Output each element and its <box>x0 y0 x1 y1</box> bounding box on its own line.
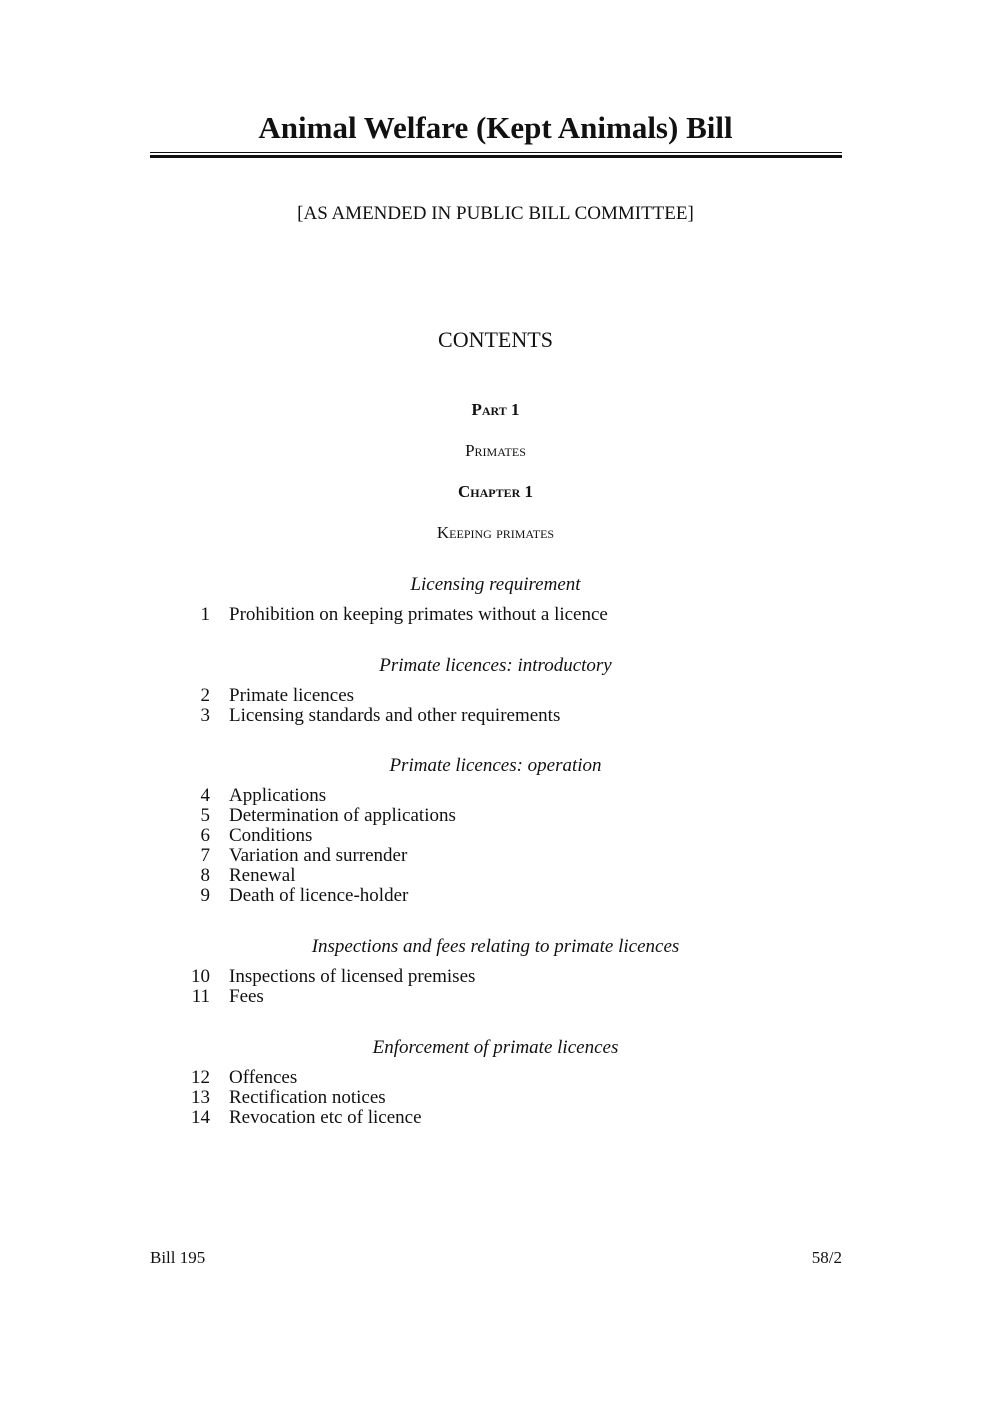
contents-item[interactable] <box>0 866 991 886</box>
title-rule-thick <box>150 155 842 158</box>
clause-title: Conditions <box>229 825 313 846</box>
contents-group <box>0 756 991 906</box>
clause-title: Rectification notices <box>229 1087 386 1108</box>
clause-title: Fees <box>229 986 264 1007</box>
group-heading: Primate licences: operation <box>389 755 602 776</box>
chapter-heading: Chapter 1 <box>457 482 534 501</box>
clause-title: Prohibition on keeping primates without a licence <box>229 604 608 625</box>
clause-title: Licensing standards and other requirements <box>229 705 561 726</box>
footer-bill-number: Bill 195 <box>150 1248 206 1267</box>
contents-item[interactable] <box>0 826 991 846</box>
clause-number: 12 <box>191 1067 210 1088</box>
clause-title: Revocation etc of licence <box>229 1107 422 1128</box>
footer-print-number: 58/2 <box>811 1248 842 1267</box>
contents-item[interactable] <box>0 1108 991 1128</box>
clause-title: Variation and surrender <box>229 845 408 866</box>
contents-item[interactable] <box>0 806 991 826</box>
clause-title: Renewal <box>229 865 296 886</box>
clause-title: Death of licence-holder <box>229 885 409 906</box>
clause-title: Determination of applications <box>229 805 456 826</box>
clause-number: 14 <box>191 1107 210 1128</box>
contents-group <box>0 656 991 726</box>
clause-number: 4 <box>200 785 210 806</box>
contents-item[interactable] <box>0 786 991 806</box>
part-heading: Part 1 <box>471 400 520 419</box>
group-heading: Inspections and fees relating to primate licences <box>311 936 680 957</box>
contents-item[interactable] <box>0 886 991 906</box>
chapter-name: Keeping primates <box>436 523 555 542</box>
title-rule-thin <box>150 152 842 153</box>
clause-number: 8 <box>200 865 210 886</box>
contents-item[interactable] <box>0 846 991 866</box>
clause-number: 9 <box>200 885 210 906</box>
clause-number: 11 <box>191 986 210 1007</box>
clause-number: 10 <box>191 966 210 987</box>
clause-number: 13 <box>191 1087 210 1108</box>
clause-number: 2 <box>200 685 210 706</box>
group-heading: Licensing requirement <box>410 574 581 595</box>
contents-item[interactable] <box>0 686 991 706</box>
contents-group <box>0 1038 991 1128</box>
contents-group <box>0 575 991 625</box>
group-heading: Enforcement of primate licences <box>372 1037 619 1058</box>
contents-item[interactable] <box>0 1068 991 1088</box>
clause-number: 3 <box>200 705 210 726</box>
clause-number: 1 <box>200 604 210 625</box>
clause-title: Primate licences <box>229 685 355 706</box>
clause-number: 5 <box>200 805 210 826</box>
clause-number: 6 <box>200 825 210 846</box>
amended-note: [AS AMENDED IN PUBLIC BILL COMMITTEE] <box>297 203 694 224</box>
contents-item[interactable] <box>0 967 991 987</box>
clause-title: Offences <box>229 1067 298 1088</box>
clause-title: Applications <box>229 785 327 806</box>
bill-title: Animal Welfare (Kept Animals) Bill <box>258 110 733 145</box>
contents-item[interactable] <box>0 605 991 625</box>
clause-number: 7 <box>200 845 210 866</box>
group-heading: Primate licences: introductory <box>379 655 612 676</box>
contents-item[interactable] <box>0 1088 991 1108</box>
part-name: Primates <box>465 441 526 460</box>
contents-item[interactable] <box>0 706 991 726</box>
clause-title: Inspections of licensed premises <box>229 966 476 987</box>
contents-group <box>0 937 991 1007</box>
contents-heading: CONTENTS <box>438 327 553 352</box>
contents-item[interactable] <box>0 987 991 1007</box>
